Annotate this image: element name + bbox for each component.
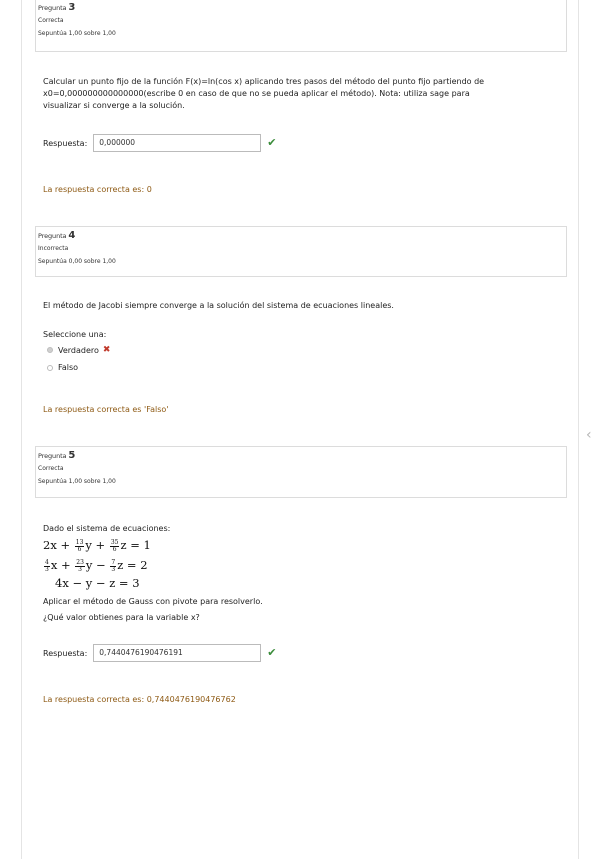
question-4-info [35, 226, 567, 277]
answer-input[interactable]: 0,000000 [93, 134, 261, 152]
question-4-feedback: La respuesta correcta es 'Falso' [43, 405, 169, 414]
answer-label: Respuesta: [43, 648, 88, 658]
option-falso[interactable]: Falso [47, 363, 78, 372]
answer-input[interactable]: 0,7440476190476191 [93, 644, 261, 662]
answer-label: Respuesta: [43, 138, 88, 148]
question-5-instruction: Aplicar el método de Gauss con pivote para resolverlo. [43, 597, 263, 606]
check-icon: ✔ [267, 646, 277, 659]
cross-icon: ✖ [102, 345, 111, 355]
question-grade: Sepuntúa 1,00 sobre 1,00 [38, 30, 116, 37]
check-icon: ✔ [267, 136, 277, 149]
question-3-feedback: La respuesta correcta es: 0 [43, 185, 152, 194]
question-grade: Sepuntúa 0,00 sobre 1,00 [38, 258, 116, 265]
equation-1: 2x + $\frac{13}{6}$ y + $\frac{35}{6}$ z = 1 [43, 538, 151, 553]
question-5-question: ¿Qué valor obtienes para la variable x? [43, 613, 200, 622]
question-5-info [35, 446, 567, 498]
question-5-answer [43, 644, 276, 662]
question-3-text: Calcular un punto fijo de la función F(x)=ln(cos x) aplicando tres pasos del método del punto fijo partiendo de x0=0,000000000000000(escribe 0 en caso de que no se pueda aplicar el método). Nota: utiliza sage para visualizar si converge a la solución. [43, 77, 485, 110]
quiz-page [21, 0, 579, 859]
equation-3: 4x − y − z = 3 [55, 576, 140, 590]
select-label: Seleccione una: [43, 330, 107, 339]
question-state: Incorrecta [38, 245, 69, 252]
option-verdadero[interactable]: Verdadero ✖ [47, 345, 110, 355]
radio-icon[interactable] [47, 347, 53, 353]
question-3-answer [43, 134, 276, 152]
equation-2: $\frac{4}{3}$ x + $\frac{23}{3}$ y − $\frac{7}{3}$ z = 2 [45, 558, 148, 573]
radio-icon[interactable] [47, 365, 53, 371]
question-state: Correcta [38, 17, 64, 24]
question-5-intro: Dado el sistema de ecuaciones: [43, 524, 171, 533]
question-number: Pregunta 5 [38, 450, 76, 461]
question-number: Pregunta 4 [38, 230, 76, 241]
question-grade: Sepuntúa 1,00 sobre 1,00 [38, 478, 116, 485]
chevron-left-icon[interactable]: ‹ [586, 427, 592, 443]
question-4-text: El método de Jacobi siempre converge a la solución del sistema de ecuaciones lineales. [43, 301, 394, 310]
question-3-info [35, 0, 567, 52]
question-state: Correcta [38, 465, 64, 472]
question-number: Pregunta 3 [38, 2, 76, 13]
question-5-feedback: La respuesta correcta es: 0,7440476190476762 [43, 695, 236, 704]
